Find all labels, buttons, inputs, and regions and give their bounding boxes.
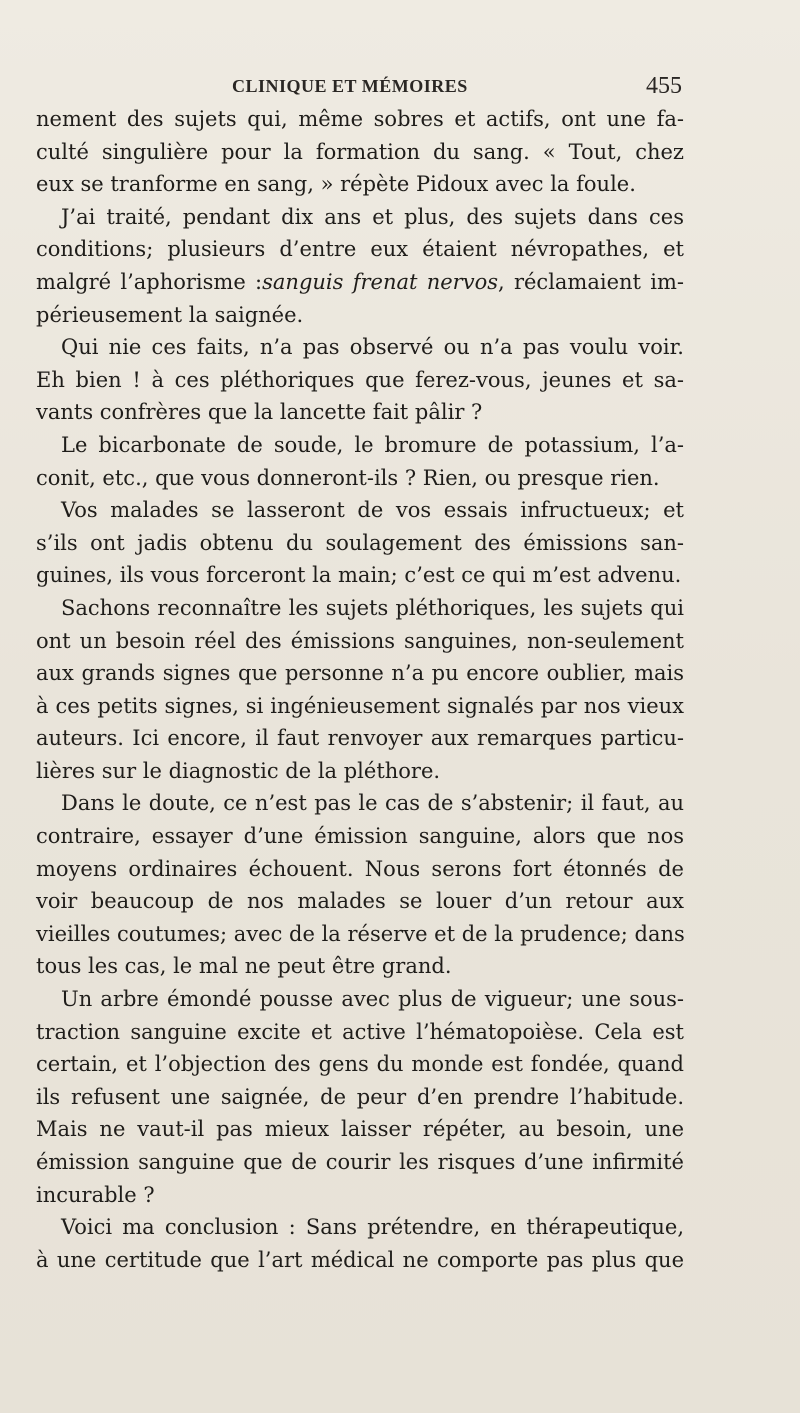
paragraph-start-line: J’ai traité, pendant dix ans et plus, des sujets dans ces	[61, 204, 684, 229]
text-line: auteurs. Ici encore, il faut renvoyer aux remarques particu-	[36, 726, 684, 751]
text-line: eux se tranforme en sang, » répète Pidoux avec la foule.	[36, 172, 636, 197]
text-line: à une certitude que l’art médical ne comporte pas plus que	[36, 1247, 684, 1272]
text-line: moyens ordinaires échouent. Nous serons fort étonnés de	[36, 856, 684, 881]
text-line: lières sur le diagnostic de la pléthore.	[36, 758, 441, 783]
text-segment: malgré l’aphorisme :	[36, 269, 263, 294]
latin-aphorism: sanguis frenat nervos	[262, 269, 498, 294]
text-line-with-aphorism	[36, 266, 684, 299]
text-line: voir beaucoup de nos malades se louer d’un retour aux	[36, 889, 684, 914]
text-line: vieilles coutumes; avec de la réserve et de la prudence; dans	[36, 921, 685, 946]
text-line: périeusement la saignée.	[36, 302, 304, 327]
paragraph-start-line: Vos malades se lasseront de vos essais infructueux; et	[61, 498, 684, 523]
text-line: vants confrères que la lancette fait pâlir ?	[36, 400, 483, 425]
paragraph-start-line: Sachons reconnaître les sujets pléthoriques, les sujets qui	[61, 595, 684, 620]
text-line: s’ils ont jadis obtenu du soulagement des émissions san-	[36, 530, 684, 555]
text-line: émission sanguine que de courir les risques d’une infirmité	[36, 1150, 684, 1174]
text-line: contraire, essayer d’une émission sanguine, alors que nos	[36, 824, 684, 849]
text-line: à ces petits signes, si ingénieusement signalés par nos vieux	[36, 693, 684, 718]
text-line: conditions; plusieurs d’entre eux étaient névropathes, et	[36, 237, 684, 262]
text-line: ont un besoin réel des émissions sanguines, non-seulement	[36, 628, 684, 653]
paragraph-start-line: Voici ma conclusion : Sans prétendre, en thérapeutique,	[61, 1215, 684, 1240]
paragraph-start-line: Le bicarbonate de soude, le bromure de potassium, l’a-	[61, 432, 684, 457]
text-line: traction sanguine excite et active l’hématopoièse. Cela est	[36, 1019, 684, 1044]
text-line: incurable ?	[36, 1182, 155, 1207]
text-line: guines, ils vous forceront la main; c’est ce qui m’est advenu.	[36, 563, 682, 588]
text-line: aux grands signes que personne n’a pu encore oublier, mais	[36, 661, 684, 686]
running-head	[36, 73, 682, 104]
text-line: Mais ne vaut-il pas mieux laisser répéter, au besoin, une	[36, 1117, 684, 1142]
body-text	[36, 103, 684, 1276]
text-line: Eh bien ! à ces pléthoriques que ferez-vous, jeunes et sa-	[36, 367, 684, 392]
running-title: CLINIQUE ET MÉMOIRES	[232, 76, 468, 96]
paragraph-start-line: Un arbre émondé pousse avec plus de vigueur; une sous-	[61, 987, 684, 1012]
page-number: 455	[646, 73, 682, 99]
text-line: certain, et l’objection des gens du monde est fondée, quand	[36, 1052, 684, 1077]
text-line: culté singulière pour la formation du sang. « Tout, chez	[36, 139, 684, 164]
paragraph-start-line: Qui nie ces faits, n’a pas observé ou n’a pas voulu voir.	[61, 335, 684, 360]
paragraph-start-line: Dans le doute, ce n’est pas le cas de s’abstenir; il faut, au	[61, 791, 684, 816]
text-segment: , réclamaient im-	[498, 269, 684, 294]
text-line: nement des sujets qui, même sobres et actifs, ont une fa-	[36, 107, 684, 131]
text-line: tous les cas, le mal ne peut être grand.	[36, 954, 452, 979]
text-line: conit, etc., que vous donneront-ils ? Rien, ou presque rien.	[36, 465, 660, 490]
text-line: ils refusent une saignée, de peur d’en prendre l’habitude.	[36, 1084, 684, 1109]
